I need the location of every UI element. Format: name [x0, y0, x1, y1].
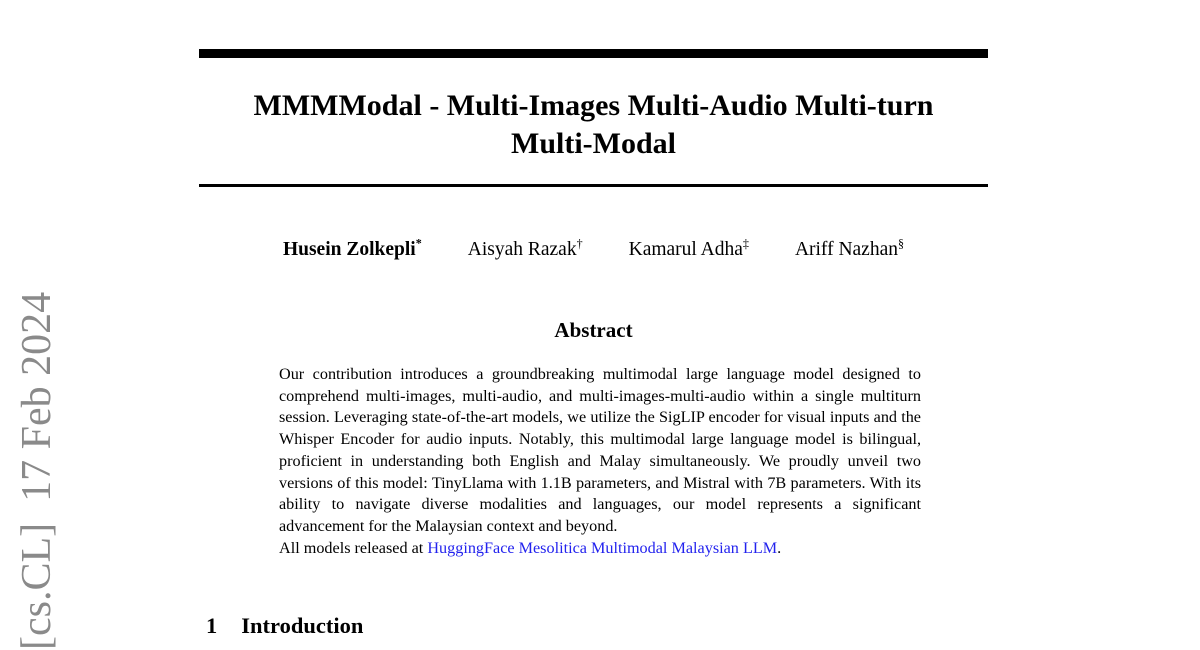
release-suffix: . [777, 538, 782, 557]
author-ariff-nazhan [794, 236, 905, 261]
page-title-line1: MMMModal - Multi-Images Multi-Audio Multi-turn [253, 89, 934, 122]
title-separator-rule [199, 184, 988, 187]
author-name: Kamarul Adha [628, 239, 743, 260]
abstract-text: Our contribution introduces a groundbreaking multimodal large language model designed to comprehend multi-images, multi-audio, and multi-images-multi-audio within a single multiturn session. Leveraging state-of-the-art models, we utilize the SigLIP encoder for visual inputs and the Whisper Encoder for audio inputs. Notably, this multimodal large language model is bilingual, proficient in understanding both English and Malay simultaneously. We proudly unveil two versions of this model: TinyLlama with 1.1B parameters, and Mistral with 7B parameters. With its ability to navigate diverse modalities and languages, our model represents a significant advancement for the Malaysian context and beyond. [279, 365, 921, 535]
author-husein-zolkepli [282, 236, 422, 261]
arxiv-watermark: [cs.CL] 17 Feb 2024 [14, 291, 60, 650]
abstract-block [279, 364, 921, 559]
section-title: Introduction [241, 613, 364, 638]
author-name: Ariff Nazhan [794, 239, 898, 260]
page-title [199, 87, 988, 163]
section-number: 1 [206, 613, 218, 638]
author-mark-dagger: † [576, 236, 583, 251]
section-1-heading [206, 612, 363, 640]
author-aisyah-razak [467, 236, 583, 261]
release-line [279, 538, 921, 560]
top-rule [199, 49, 988, 58]
author-mark-double-dagger: ‡ [742, 236, 749, 251]
author-name: Husein Zolkepli [282, 239, 416, 260]
author-mark-section-sign: § [898, 236, 905, 251]
huggingface-link[interactable]: HuggingFace Mesolitica Multimodal Malaysian LLM [427, 538, 778, 557]
page-title-line2: Multi-Modal [511, 127, 676, 160]
authors-row [199, 236, 988, 261]
abstract-heading: Abstract [554, 318, 633, 342]
author-name: Aisyah Razak [467, 239, 577, 260]
author-mark-asterisk: * [415, 236, 422, 251]
release-prefix: All models released at [279, 538, 428, 557]
author-kamarul-adha [628, 236, 749, 261]
